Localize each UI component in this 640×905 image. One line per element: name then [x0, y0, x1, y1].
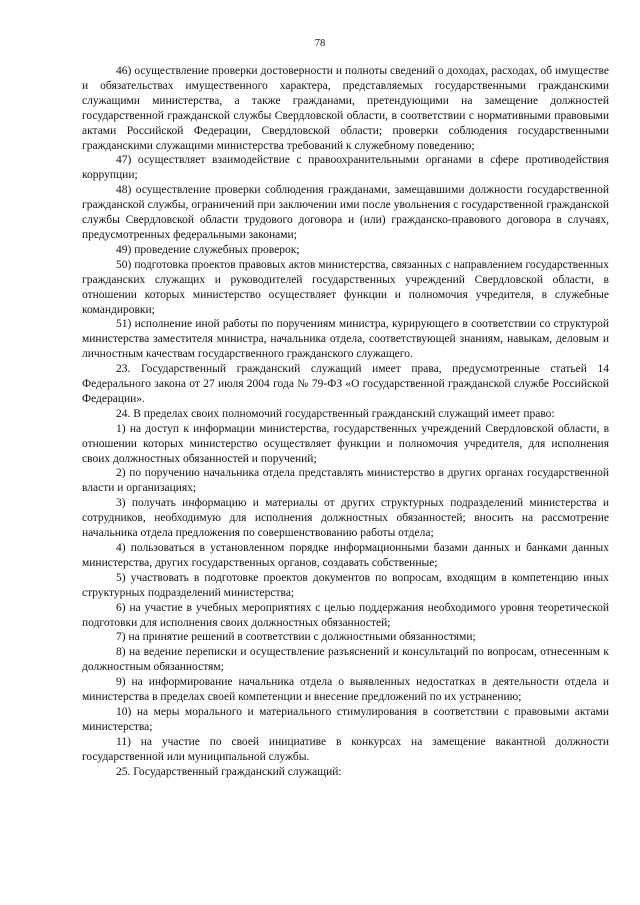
paragraph-right-9: 9) на информирование начальника отдела о выявленных недостатках в деятельности отдела и министерства в пределах своей компетенции и внесение предложений по их устранению; [82, 676, 609, 704]
paragraph-section-24: 24. В пределах своих полномочий государственный гражданский служащий имеет право: [116, 407, 555, 420]
paragraph-item-46: 46) осуществление проверки достоверности и полноты сведений о доходах, расходах, об имуществе и обязательствах имущественного характера, представляемых государственными гражданскими служащими министерства, а также гражданами, претендующими на замещение должностей государственной гражданской службы Свердловской области, в соответствии с нормативными правовыми актами Российской Федерации, Свердловской области; проверки соблюдения государственными гражданскими служащими министерства требований к служебному поведению; [82, 65, 609, 152]
paragraph-right-6: 6) на участие в учебных мероприятиях с целью поддержания необходимого уровня теоретической подготовки для исполнения своих должностных обязанностей; [82, 601, 609, 629]
paragraph-right-8: 8) на ведение переписки и осуществление разъяснений и консультаций по вопросам, отнесенным к должностным обязанностям; [82, 646, 609, 674]
paragraph-right-1: 1) на доступ к информации министерства, государственных учреждений Свердловской области, в отношении которых министерство осуществляет функции и полномочия учредителя, для исполнения своих должностных обязанностей и поручений; [82, 422, 609, 465]
paragraph-item-47: 47) осуществляет взаимодействие с правоохранительными органами в сфере противодействия коррупции; [82, 154, 609, 182]
page-number: 78 [314, 38, 326, 49]
paragraph-item-51: 51) исполнение иной работы по поручениям министра, курирующего в соответствии со структурой министерства заместителя министра, начальника отдела, соответствующей знаниям, навыкам, деловым и личностным качествам государственного гражданского служащего. [82, 318, 609, 361]
document-body [82, 64, 609, 780]
paragraph-right-11: 11) на участие по своей инициативе в конкурсах на замещение вакантной должности государственной или муниципальной службы. [82, 735, 609, 763]
paragraph-right-7: 7) на принятие решений в соответствии с должностными обязанностями; [116, 631, 476, 644]
paragraph-item-48: 48) осуществление проверки соблюдения гражданами, замещавшими должности государственной гражданской службы, ограничений при заключении ими после увольнения с государственной гражданской службы Свердловской области трудового договора и (или) гражданско-правового договора в случаях, предусмотренных федеральными законами; [82, 184, 609, 241]
paragraph-right-2: 2) по поручению начальника отдела представлять министерство в других органах государственной власти и организациях; [82, 467, 609, 495]
paragraph-right-10: 10) на меры морального и материального стимулирования в соответствии с правовыми актами министерства; [82, 705, 609, 733]
paragraph-item-49: 49) проведение служебных проверок; [116, 243, 300, 256]
paragraph-right-4: 4) пользоваться в установленном порядке информационными базами данных и банками данных министерства, других государственных органов, создавать собственные; [82, 542, 609, 569]
paragraph-item-50: 50) подготовка проектов правовых актов министерства, связанных с направлением государственных гражданских служащих и руководителей государственных учреждений Свердловской области, в отношении которых министерство осуществляет функции и полномочия учредителя, в служебные командировки; [82, 258, 609, 316]
paragraph-right-5: 5) участвовать в подготовке проектов документов по вопросам, входящим в компетенцию иных структурных подразделений министерства; [82, 571, 609, 599]
paragraph-section-23: 23. Государственный гражданский служащий имеет права, предусмотренные статьей 14 Федерального закона от 27 июля 2004 года № 79-ФЗ «О государственной гражданской службе Российской Федерации». [82, 363, 609, 405]
paragraph-right-3: 3) получать информацию и материалы от других структурных подразделений министерства и сотрудников, необходимую для исполнения должностных обязанностей; вносить на рассмотрение начальника отдела предложения по совершенствованию работы отдела; [82, 497, 609, 540]
paragraph-section-25: 25. Государственный гражданский служащий: [116, 765, 342, 778]
